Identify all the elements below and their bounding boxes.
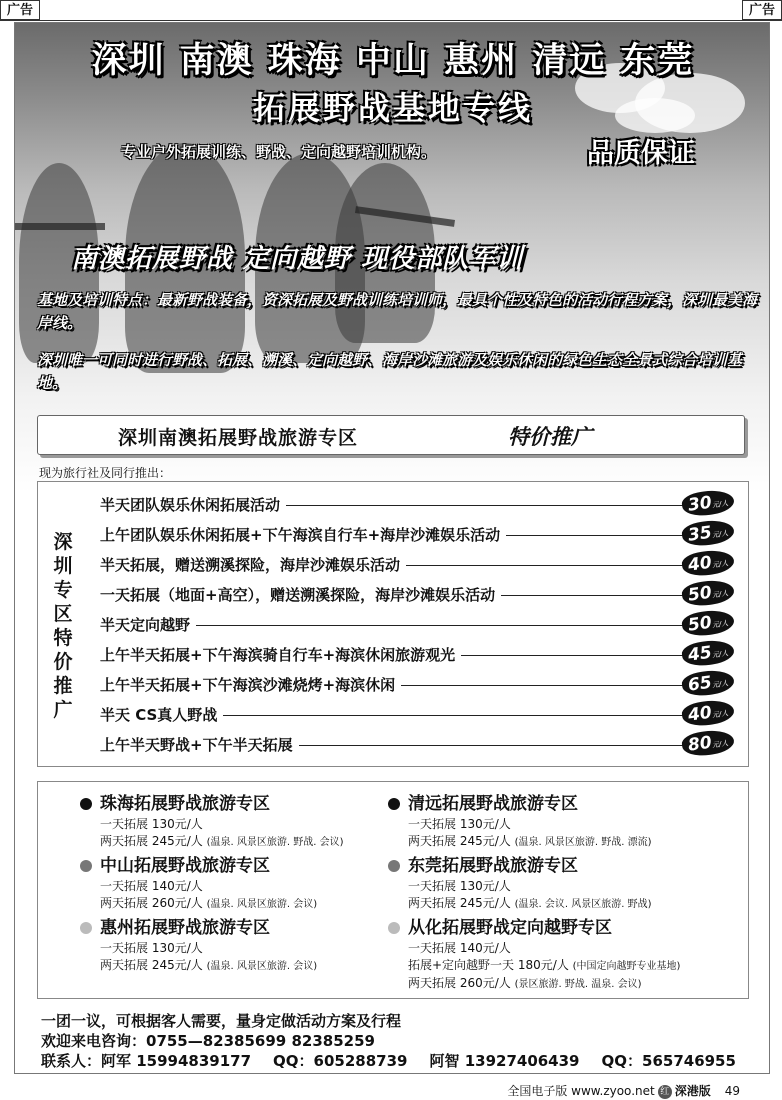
headline-cities: 深圳 南澳 珠海 中山 惠州 清远 东莞 — [91, 41, 695, 81]
region-heading — [386, 792, 716, 816]
price-unit: 元/人 — [711, 739, 729, 750]
price-tag — [681, 487, 736, 518]
package-name: 半天团队娱乐休闲拓展活动 — [100, 494, 286, 515]
region-line — [78, 878, 408, 895]
package-name: 上午团队娱乐休闲拓展+下午海滨自行车+海岸沙滩娱乐活动 — [100, 524, 506, 545]
region-line — [386, 975, 716, 993]
region-title: 从化拓展野战定向越野专区 — [408, 918, 612, 938]
package-row — [100, 701, 740, 727]
side-label: 深圳专区特价推广 — [53, 531, 73, 721]
region-line-note: (景区旅游. 野战. 温泉. 会议) — [514, 979, 642, 990]
edition-text: 全国电子版 www.zyoo.net — [507, 1084, 655, 1098]
package-name: 上午半天拓展+下午海滨骑自行车+海滨休闲旅游观光 — [100, 644, 461, 665]
price-value: 65 — [686, 672, 714, 696]
contact-person-1: 联系人：阿军 15994839177 — [41, 1052, 252, 1070]
region-title: 惠州拓展野战旅游专区 — [100, 918, 270, 938]
package-row — [100, 611, 740, 637]
price-unit: 元/人 — [711, 649, 729, 660]
price-unit: 元/人 — [711, 709, 729, 720]
unique-text: 深圳唯一可同时进行野战、拓展、溯溪、定向越野、海岸沙滩旅游及娱乐休闲的绿色生态全景式综合培训基地。 — [37, 351, 743, 392]
price-value: 50 — [686, 582, 714, 606]
region-line-text: 一天拓展 140元/人 — [408, 941, 511, 955]
region-line — [78, 816, 408, 833]
price-value: 30 — [686, 492, 714, 516]
region-line-note: (温泉. 风景区旅游. 野战. 会议) — [206, 837, 344, 848]
region-line — [78, 833, 408, 851]
region-line-text: 一天拓展 130元/人 — [408, 879, 511, 893]
region-line — [386, 878, 716, 895]
qq-1: QQ：605288739 — [273, 1052, 408, 1070]
region-title: 清远拓展野战旅游专区 — [408, 794, 578, 814]
price-value: 35 — [686, 522, 714, 546]
headline-route: 拓展野战基地专线 — [252, 89, 533, 127]
region-line — [386, 895, 716, 913]
ad-label-left: 广告 — [0, 0, 40, 20]
bullet-icon — [388, 860, 400, 872]
page-footer — [507, 1082, 740, 1099]
price-tag — [681, 637, 736, 668]
price-tag — [681, 727, 736, 758]
package-name: 半天拓展，赠送溯溪探险，海岸沙滩娱乐活动 — [100, 554, 406, 575]
package-row — [100, 671, 740, 697]
ad-label-right: 广告 — [742, 0, 782, 20]
price-value: 80 — [686, 732, 714, 756]
region-qingyuan — [386, 792, 716, 851]
price-unit: 元/人 — [711, 679, 729, 690]
region-zhongshan — [78, 854, 408, 913]
subtitle: 专业户外拓展训练、野战、定向越野培训机构。 — [121, 143, 437, 161]
region-line — [78, 940, 408, 957]
region-title: 东莞拓展野战旅游专区 — [408, 856, 578, 876]
package-list — [37, 481, 749, 767]
bullet-icon — [388, 798, 400, 810]
region-conghua — [386, 916, 716, 993]
top-divider — [0, 20, 782, 21]
price-unit: 元/人 — [711, 499, 729, 510]
page-number: 49 — [724, 1084, 740, 1098]
package-name: 半天 CS真人野战 — [100, 704, 223, 725]
region-heading — [78, 916, 408, 940]
rifle-silhouette — [15, 223, 105, 230]
region-title: 中山拓展野战旅游专区 — [100, 856, 270, 876]
region-heading — [78, 792, 408, 816]
package-row — [100, 641, 740, 667]
package-name: 一天拓展（地面+高空），赠送溯溪探险，海岸沙滩娱乐活动 — [100, 584, 501, 605]
package-name: 上午半天拓展+下午海滨沙滩烧烤+海滨休闲 — [100, 674, 401, 695]
price-tag — [681, 607, 736, 638]
price-value: 50 — [686, 612, 714, 636]
price-value: 40 — [686, 702, 714, 726]
contact-people — [41, 1051, 736, 1071]
features-text: 基地及培训特点：最新野战装备，资深拓展及野战训练培训师，最具个性及特色的活动行程方案，深圳最美海岸线。 — [37, 291, 758, 332]
region-line-text: 两天拓展 245元/人 — [408, 896, 511, 910]
region-line-text: 两天拓展 245元/人 — [408, 834, 511, 848]
contact-block — [41, 1011, 736, 1071]
region-line-text: 拓展+定向越野一天 180元/人 — [408, 958, 569, 972]
region-line-text: 两天拓展 260元/人 — [408, 976, 511, 990]
package-name: 半天定向越野 — [100, 614, 196, 635]
region-line-text: 两天拓展 245元/人 — [100, 958, 203, 972]
region-line-text: 一天拓展 140元/人 — [100, 879, 203, 893]
bullet-icon — [388, 922, 400, 934]
price-tag — [681, 577, 736, 608]
region-line-text: 两天拓展 245元/人 — [100, 834, 203, 848]
region-line-text: 一天拓展 130元/人 — [100, 817, 203, 831]
price-value: 40 — [686, 552, 714, 576]
region-title: 珠海拓展野战旅游专区 — [100, 794, 270, 814]
package-row — [100, 581, 740, 607]
package-row — [100, 551, 740, 577]
region-line-note: (温泉. 风景区旅游. 会议) — [206, 899, 318, 910]
qq-2: QQ：565746955 — [601, 1052, 736, 1070]
regions-box — [37, 781, 749, 999]
price-unit: 元/人 — [711, 559, 729, 570]
hotline-text: 欢迎来电咨询：0755—82385699 82385259 — [41, 1032, 375, 1050]
price-tag — [681, 697, 736, 728]
price-tag — [681, 547, 736, 578]
price-tag — [681, 667, 736, 698]
advertisement-frame — [14, 22, 770, 1074]
region-line-note: (中国定向越野专业基地) — [572, 961, 681, 972]
region-heading — [78, 854, 408, 878]
region-line-text: 一天拓展 130元/人 — [408, 817, 511, 831]
intro-text: 现为旅行社及同行推出： — [39, 466, 172, 480]
quality-badge: 品质保证 — [587, 138, 695, 169]
region-heading — [386, 916, 716, 940]
zone-promo: 特价推广 — [508, 425, 592, 449]
region-line — [386, 833, 716, 851]
price-unit: 元/人 — [711, 619, 729, 630]
region-line-note: (温泉. 风景区旅游. 野战. 漂流) — [514, 837, 652, 848]
bullet-icon — [80, 860, 92, 872]
section-name: 深港版 — [674, 1084, 711, 1098]
region-line — [386, 816, 716, 833]
package-row — [100, 521, 740, 547]
region-heading — [386, 854, 716, 878]
region-huizhou — [78, 916, 408, 975]
price-value: 45 — [686, 642, 714, 666]
region-line — [78, 895, 408, 913]
edition-badge-icon: 红 — [658, 1085, 672, 1099]
zone-title: 深圳南澳拓展野战旅游专区 — [118, 427, 359, 449]
bullet-icon — [80, 922, 92, 934]
custom-plan-text: 一团一议，可根据客人需要，量身定做活动方案及行程 — [41, 1012, 402, 1030]
region-line — [386, 940, 716, 957]
price-tag — [681, 517, 736, 548]
region-line-text: 两天拓展 260元/人 — [100, 896, 203, 910]
region-line — [386, 957, 716, 975]
region-line-text: 一天拓展 130元/人 — [100, 941, 203, 955]
price-unit: 元/人 — [711, 589, 729, 600]
region-line-note: (温泉. 会议. 风景区旅游. 野战) — [514, 899, 652, 910]
package-name: 上午半天野战+下午半天拓展 — [100, 734, 299, 755]
bullet-icon — [80, 798, 92, 810]
contact-person-2: 阿智 13927406439 — [429, 1052, 580, 1070]
region-line — [78, 957, 408, 975]
package-row — [100, 731, 740, 757]
price-unit: 元/人 — [711, 529, 729, 540]
package-row — [100, 491, 740, 517]
region-line-note: (温泉. 风景区旅游. 会议) — [206, 961, 318, 972]
region-dongguan — [386, 854, 716, 913]
zone-banner — [37, 415, 745, 455]
region-zhuhai — [78, 792, 408, 851]
slogan: 南澳拓展野战 定向越野 现役部队军训 — [71, 244, 524, 274]
